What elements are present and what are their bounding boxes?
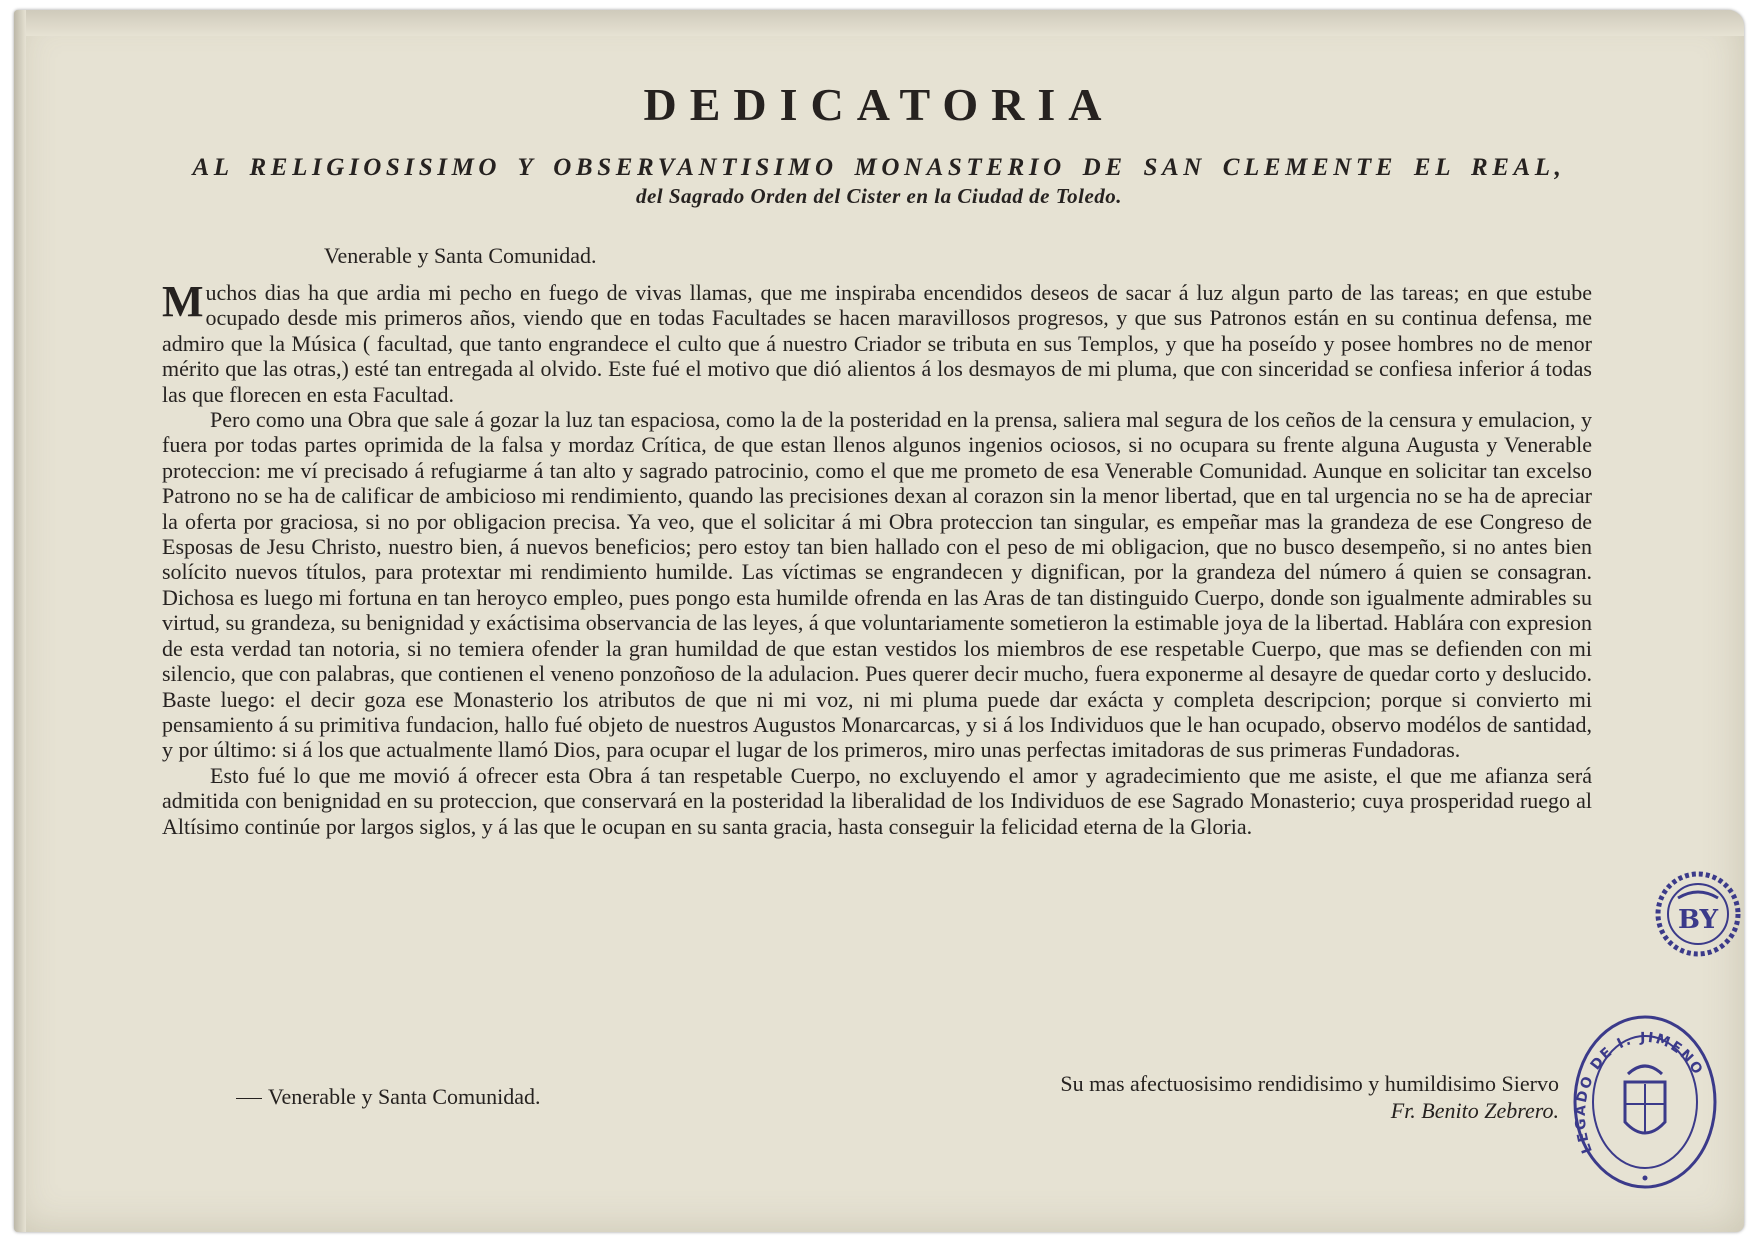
salutation: Venerable y Santa Comunidad. (324, 243, 597, 268)
monogram-letters: BY (1677, 905, 1719, 935)
closing-formula: Su mas afectuosisimo rendidisimo y humildisimo Siervo (1060, 1071, 1559, 1096)
closing-salutation: Venerable y Santa Comunidad. (268, 1084, 541, 1109)
paper-top-edge (14, 10, 1744, 36)
paragraph-1: Muchos dias ha que ardia mi pecho en fuego de vivas llamas, que me inspiraba encendidos deseos de sacar á luz algun parto de las tareas; en que estube ocupado desde mis primeros años, viendo que en todas Facultades se hacen maravillosos progresos, y que sus Patronos están en su continua defensa, me admiro que la Música ( facultad, que tanto engrandece el culto que á nuestro Criador se tributa en sus Templos, y que ha poseído y posee hombres no de menor mérito que las otras,) esté tan entregada al olvido. Este fué el motivo que dió alientos á los desmayos de mi pluma, que con sinceridad se confiesa inferior á todas las que florecen en esta Facultad. (162, 277, 1592, 407)
document-subtitle-line2: del Sagrado Orden del Cister en la Ciudad de Toledo. (635, 184, 1123, 208)
document-title: DEDICATORIA (643, 79, 1115, 130)
document-page (14, 10, 1744, 1232)
monogram-stamp-icon (1652, 868, 1744, 960)
legado-stamp-icon (1570, 1012, 1720, 1192)
closing-dash (236, 1098, 262, 1099)
document-subtitle-line1: AL RELIGIOSISIMO Y OBSERVANTISIMO MONASTERIO DE SAN CLEMENTE EL REAL, (192, 154, 1566, 181)
paragraph-2: Pero como una Obra que sale á gozar la luz tan espaciosa, como la de la posteridad en la prensa, saliera mal segura de los ceños de la censura y emulacion, y fuera por todas partes oprimida de la falsa y mordaz Crítica, de que estan llenos algunos ingenios ociosos, si no ocupara su frente alguna Augusta y Venerable proteccion: me ví precisado á refugiarme á tan alto y sagrado patrocinio, como el que me prometo de esa Venerable Comunidad. Aunque en solicitar tan excelso Patrono no se ha de calificar de ambicioso mi rendimiento, quando las precisiones dexan al corazon sin la menor libertad, que en tal urgencia no se ha de apreciar la oferta por graciosa, si no por obligacion precisa. Ya veo, que el solicitar á mi Obra proteccion tan singular, es empeñar mas la grandeza de ese Congreso de Esposas de Jesu Christo, nuestro bien, á nuevos beneficios; pero estoy tan bien hallado con el peso de mi obligacion, que no busco desempeño, si no antes bien solícito nuevos títulos, para protextar mi rendimiento humilde. Las víctimas se engrandecen y dignifican, por la grandeza del número á quien se consagran. Dichosa es luego mi fortuna en tan heroyco empleo, pues pongo esta humilde ofrenda en las Aras de tan distinguido Cuerpo, donde son igualmente admirables su virtud, su grandeza, su benignidad y exáctisima observancia de las leyes, á que voluntariamente sometieron la estimable joya de la libertad. Hablára con expresion de esta verdad tan notoria, si no temiera ofender la gran humildad de que estan vestidos los miembros de ese respetable Cuerpo, que mas se defienden con mi silencio, que con palabras, que contienen el veneno ponzoñoso de la adulacion. Pues querer decir mucho, fuera exponerme al desayre de quedar corto y deslucido. Baste luego: el decir goza ese Monasterio los atributos de que ni mi voz, ni mi pluma puede dar exácta y completa descripcion; porque si convierto mi pensamiento á su primitiva fundacion, hallo fué objeto de nuestros Augustos Monarcarcas, y si á los Individuos que le han ocupado, observo modélos de santidad, y por último: si á los que actualmente llamó Dios, para ocupar el lugar de los primeros, miro unas perfectas imitadoras de sus primeras Fundadoras. (162, 407, 1592, 763)
legado-stamp-text: LEGADO DE I. JIMENO (1572, 1029, 1707, 1156)
body-text (162, 277, 1592, 839)
signature: Fr. Benito Zebrero. (1390, 1098, 1559, 1123)
paragraph-3: Esto fué lo que me movió á ofrecer esta Obra á tan respetable Cuerpo, no excluyendo el amor y agradecimiento que me asiste, el que me afianza será admitida con benignidad en su proteccion, que conservará en la posteridad la liberalidad de los Individuos de ese Sagrado Monasterio; cuya prosperidad ruego al Altísimo continúe por largos siglos, y á las que le ocupan en su santa gracia, hasta conseguir la felicidad eterna de la Gloria. (162, 762, 1592, 839)
